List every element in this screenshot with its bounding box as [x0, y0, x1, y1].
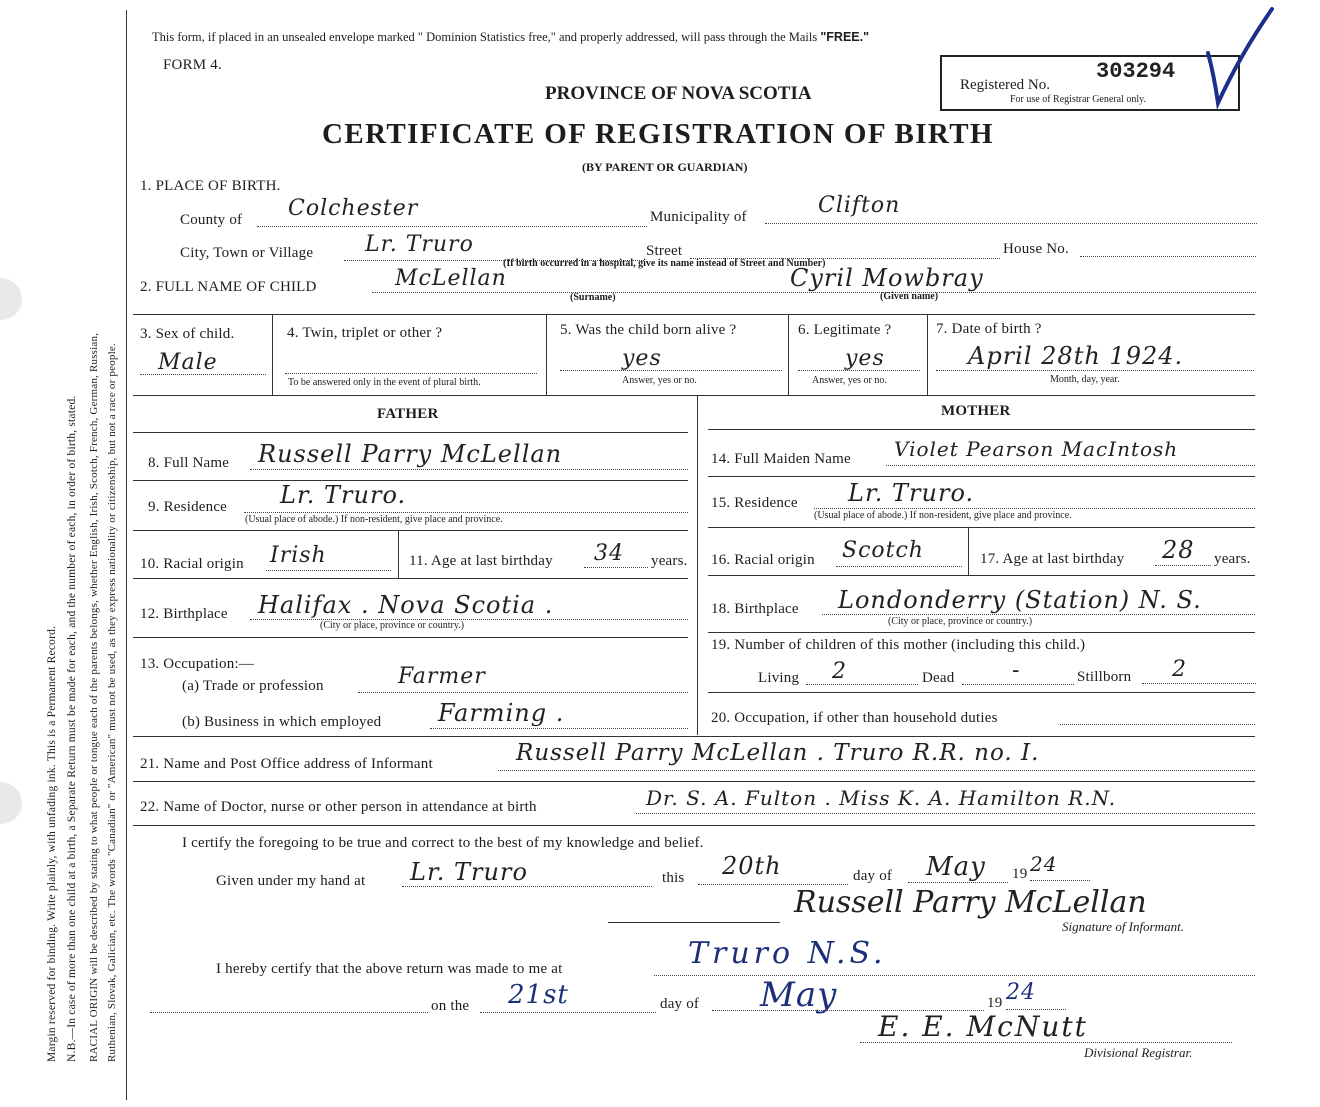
father-bp-label: 12. Birthplace [140, 606, 228, 622]
informant-label: 21. Name and Post Office address of Informant [140, 756, 433, 772]
dob-label: 7. Date of birth ? [936, 321, 1042, 337]
mother-race-line [836, 566, 962, 567]
stillborn-line [1142, 683, 1256, 684]
stillborn-label: Stillborn [1077, 669, 1132, 685]
father-bp-line [250, 619, 688, 620]
child-name-line [372, 292, 1256, 293]
mother-res-label: 15. Residence [711, 495, 798, 511]
rule-mother-5 [708, 692, 1255, 693]
margin-note-4: Ruthenian, Slovak, Galician, etc. The words "Canadian" or "American" must not be used, as they express nationality or citizenship, but not a race or people. [106, 343, 118, 1062]
form-number: FORM 4. [163, 57, 222, 73]
rule-21 [133, 736, 1255, 737]
registrar-statement: I hereby certify that the above return was made to me at [216, 961, 563, 977]
registrar-left-line [150, 1012, 428, 1013]
given-dayof-label: day of [853, 868, 893, 884]
rule-father-1 [133, 480, 688, 481]
mother-res-value: Lr. Truro. [848, 479, 975, 507]
father-age-unit: years. [651, 553, 688, 569]
dob-value: April 28th 1924. [968, 342, 1184, 370]
mother-bp-label: 18. Birthplace [711, 601, 799, 617]
legit-note: Answer, yes or no. [812, 375, 887, 386]
rule-mother-head [708, 429, 1255, 430]
rule-3 [133, 314, 1255, 315]
father-res-label: 9. Residence [148, 499, 228, 515]
this-label: this [662, 870, 685, 886]
father-bus-line [430, 728, 688, 729]
rule-father-head [133, 432, 688, 433]
binding-hole-bottom [0, 782, 22, 824]
child-surname-value: McLellan [395, 266, 507, 291]
onthe-label: on the [431, 998, 470, 1014]
stillborn-value: 2 [1172, 657, 1187, 682]
rule-father-4 [133, 637, 688, 638]
father-bus-value: Farming . [438, 699, 565, 727]
given-place-line [402, 886, 652, 887]
sex-value: Male [158, 350, 218, 375]
mother-name-line [886, 465, 1255, 466]
doctor-label: 22. Name of Doctor, nurse or other person in attendance at birth [140, 799, 537, 815]
father-trade-value: Farmer [398, 664, 486, 689]
reg-number: 303294 [1096, 59, 1176, 84]
dead-label: Dead [922, 670, 955, 686]
legit-label: 6. Legitimate ? [798, 322, 892, 338]
divider-6 [927, 314, 928, 395]
registrar-signature: E. E. McNutt [878, 1010, 1088, 1043]
rule-4 [133, 395, 1255, 396]
given-year-value: 24 [1030, 852, 1058, 876]
parent-center-divider [697, 395, 698, 735]
rule-23 [133, 825, 1255, 826]
rule-mother-4 [708, 632, 1255, 633]
father-age-value: 34 [594, 541, 624, 566]
father-name-value: Russell Parry McLellan [258, 440, 563, 468]
father-trade-line [358, 692, 688, 693]
municipality-label: Municipality of [650, 209, 747, 225]
doctor-value: Dr. S. A. Fulton . Miss K. A. Hamilton R.N. [646, 786, 1117, 810]
father-bp-note: (City or place, province or country.) [320, 620, 465, 631]
mother-res-note: (Usual place of abode.) If non-resident, give place and province. [814, 510, 1072, 521]
child-given-value: Cyril Mowbray [790, 264, 984, 292]
informant-signature: Russell Parry McLellan [794, 885, 1147, 920]
father-res-line [244, 512, 688, 513]
certify-statement: I certify the foregoing to be true and correct to the best of my knowledge and belief. [182, 835, 704, 851]
rule-mother-3 [708, 575, 1255, 576]
given-label: Given under my hand at [216, 873, 366, 889]
mother-name-value: Violet Pearson MacIntosh [894, 437, 1179, 461]
given-year-prefix: 19 [1012, 866, 1028, 882]
mother-age-unit: years. [1214, 551, 1251, 567]
living-value: 2 [832, 659, 847, 684]
father-age-line [584, 567, 648, 568]
city-value: Lr. Truro [365, 232, 474, 257]
child-name-label: 2. FULL NAME OF CHILD [140, 279, 317, 295]
twin-line [285, 373, 537, 374]
registrar-caption: Divisional Registrar. [1084, 1045, 1193, 1060]
given-year-line [1030, 880, 1090, 881]
margin-note-3: RACIAL ORIGIN will be described by stating to what people or tongue each of the parents belongs, whether English, Irish, Scotch, French, German, Russian, [88, 332, 100, 1062]
father-age-divider [398, 530, 399, 578]
alive-value: yes [622, 346, 662, 371]
divider-3 [272, 314, 273, 395]
alive-label: 5. Was the child born alive ? [560, 322, 737, 338]
father-res-value: Lr. Truro. [280, 481, 407, 509]
dead-value: - [1012, 658, 1021, 683]
given-note: (Given name) [880, 291, 939, 302]
father-age-label: 11. Age at last birthday [409, 553, 553, 569]
mother-name-label: 14. Full Maiden Name [711, 451, 851, 467]
mother-heading: MOTHER [941, 403, 1011, 419]
father-bp-value: Halifax . Nova Scotia . [258, 591, 554, 619]
father-race-line [266, 570, 391, 571]
twin-label: 4. Twin, triplet or other ? [287, 325, 443, 341]
dob-line [936, 370, 1254, 371]
registered-number-box [940, 55, 1240, 111]
reg-note: For use of Registrar General only. [1010, 94, 1146, 105]
given-month-value: May [926, 852, 986, 882]
county-label: County of [180, 212, 243, 228]
rule-mother-1 [708, 476, 1255, 477]
mother-bp-value: Londonderry (Station) N. S. [838, 586, 1202, 614]
registrar-dayof-label: day of [660, 996, 700, 1012]
mother-race-label: 16. Racial origin [711, 552, 815, 568]
registrar-place-line [654, 975, 1255, 976]
house-line [1080, 256, 1256, 257]
mother-age-line [1155, 565, 1211, 566]
living-label: Living [758, 670, 800, 686]
given-day-value: 20th [722, 852, 782, 880]
registrar-day-line [480, 1012, 656, 1013]
signature-rule [608, 922, 780, 923]
rule-mother-2 [708, 527, 1255, 528]
margin-border [126, 10, 127, 1100]
dead-line [962, 684, 1074, 685]
house-label: House No. [1003, 241, 1069, 257]
divider-5 [788, 314, 789, 395]
mother-age-label: 17. Age at last birthday [980, 551, 1125, 567]
page-subtitle: (BY PARENT OR GUARDIAN) [582, 160, 748, 174]
place-section-label: 1. PLACE OF BIRTH. [140, 178, 281, 194]
father-heading: FATHER [377, 406, 439, 422]
province-heading: PROVINCE OF NOVA SCOTIA [545, 83, 812, 104]
registrar-year-prefix: 19 [987, 995, 1003, 1011]
given-month-line [908, 882, 1008, 883]
legit-value: yes [845, 346, 885, 371]
mother-occ-line [1060, 724, 1255, 725]
mother-race-value: Scotch [842, 538, 924, 563]
mother-children-label: 19. Number of children of this mother (including this child.) [711, 637, 1086, 653]
father-trade-label: (a) Trade or profession [182, 678, 324, 694]
divider-4 [546, 314, 547, 395]
twin-note: To be answered only in the event of plural birth. [288, 377, 481, 388]
municipality-line [765, 223, 1257, 224]
mother-age-divider [968, 527, 969, 575]
alive-line [560, 370, 782, 371]
rule-22 [133, 781, 1255, 782]
rule-father-3 [133, 578, 688, 579]
mother-bp-line [822, 614, 1255, 615]
rule-father-2 [133, 530, 688, 531]
father-race-label: 10. Racial origin [140, 556, 244, 572]
margin-note-2: N.B.—In case of more than one child at a birth, a Separate Return must be made for each, and the number of each, in order of birth, stated. [66, 395, 78, 1062]
margin-note-1: Margin reserved for binding. Write plainly, with unfading ink. This is a Permanent Record. [46, 625, 58, 1062]
mother-occ-label: 20. Occupation, if other than household duties [711, 710, 998, 726]
registrar-day-value: 21st [508, 980, 569, 1010]
street-label: Street [646, 243, 683, 259]
municipality-value: Clifton [818, 193, 901, 218]
registrar-year-value: 24 [1006, 980, 1036, 1005]
postal-notice: This form, if placed in an unsealed envelope marked " Dominion Statistics free," and properly addressed, will pass through the Mails "FREE." [152, 30, 870, 44]
father-name-label: 8. Full Name [148, 455, 230, 471]
mother-bp-note: (City or place, province or country.) [888, 616, 1033, 627]
father-occ-label: 13. Occupation:— [140, 656, 255, 672]
alive-note: Answer, yes or no. [622, 375, 697, 386]
county-line [257, 226, 647, 227]
surname-note: (Surname) [570, 292, 616, 303]
city-label: City, Town or Village [180, 245, 314, 261]
father-name-line [250, 469, 688, 470]
mother-res-line [814, 508, 1255, 509]
mother-age-value: 28 [1162, 536, 1195, 564]
street-note: (If birth occurred in a hospital, give its name instead of Street and Number) [503, 258, 826, 269]
father-race-value: Irish [270, 543, 327, 568]
page-title: CERTIFICATE OF REGISTRATION OF BIRTH [322, 118, 994, 150]
informant-value: Russell Parry McLellan . Truro R.R. no. I. [516, 740, 1040, 766]
signature-caption: Signature of Informant. [1062, 919, 1184, 934]
registrar-place-value: Truro N.S. [688, 936, 887, 971]
sex-label: 3. Sex of child. [140, 326, 235, 342]
registrar-month-value: May [760, 975, 838, 1015]
father-res-note: (Usual place of abode.) If non-resident, give place and province. [245, 514, 503, 525]
county-value: Colchester [288, 196, 419, 221]
father-bus-label: (b) Business in which employed [182, 714, 382, 730]
reg-label: Registered No. [960, 77, 1050, 93]
living-line [806, 684, 918, 685]
given-place-value: Lr. Truro [410, 858, 528, 886]
doctor-line [636, 813, 1255, 814]
checkmark-icon [1200, 5, 1280, 115]
binding-hole-top [0, 278, 22, 320]
dob-note: Month, day, year. [1050, 374, 1120, 385]
informant-line [498, 770, 1255, 771]
